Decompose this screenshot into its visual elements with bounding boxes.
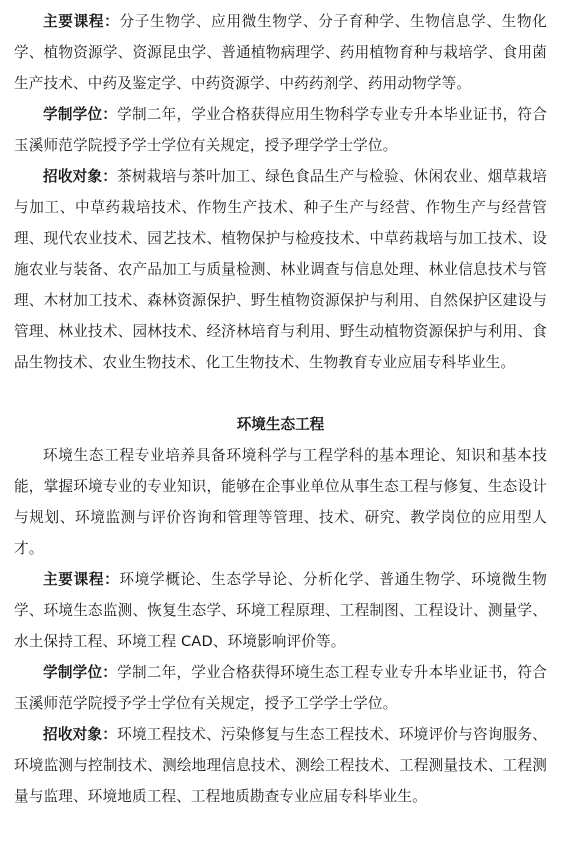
bio-degree-text: 学制二年，学业合格获得应用生物科学专业专升本毕业证书，符合玉溪师范学院授予学士学位有关规定，授予理学学士学位。 <box>14 106 547 154</box>
bio-courses-label: 主要课程： <box>43 13 120 30</box>
section-spacer <box>14 378 547 409</box>
env-degree-label: 学制学位： <box>43 664 118 681</box>
env-degree-text: 学制二年，学业合格获得环境生态工程专业专升本毕业证书，符合玉溪师范学院授予学士学位有关规定，授予工学学士学位。 <box>14 664 547 712</box>
env-courses-text: 环境学概论、生态学导论、分析化学、普通生物学、环境微生物学、环境生态监测、恢复生态学、环境工程原理、工程制图、工程设计、测量学、水土保持工程、环境工程 CAD、环境影响评价等。 <box>14 571 547 650</box>
bio-enrollment-label: 招收对象： <box>43 168 118 185</box>
env-section-title: 环境生态工程 <box>236 416 325 433</box>
env-enrollment-label: 招收对象： <box>43 726 118 743</box>
document-page <box>14 6 547 812</box>
bio-degree-paragraph <box>14 99 547 161</box>
bio-enrollment-paragraph <box>14 161 547 378</box>
bio-courses-text: 分子生物学、应用微生物学、分子育种学、生物信息学、生物化学、植物资源学、资源昆虫学、普通植物病理学、药用植物育种与栽培学、食用菌生产技术、中药及鉴定学、中药资源学、中药药剂学、药用动物学等。 <box>14 13 547 92</box>
env-enrollment-paragraph <box>14 719 547 812</box>
bio-courses-paragraph <box>14 6 547 99</box>
env-courses-paragraph <box>14 564 547 657</box>
env-degree-paragraph <box>14 657 547 719</box>
bio-degree-label: 学制学位： <box>43 106 118 123</box>
env-intro-paragraph: 环境生态工程专业培养具备环境科学与工程学科的基本理论、知识和基本技能，掌握环境专业的专业知识，能够在企事业单位从事生态工程与修复、生态设计与规划、环境监测与评价咨询和管理等管理、技术、研究、教学岗位的应用型人才。 <box>14 447 547 557</box>
env-enrollment-text: 环境工程技术、污染修复与生态工程技术、环境评价与咨询服务、环境监测与控制技术、测绘地理信息技术、测绘工程技术、工程测量技术、工程测量与监理、环境地质工程、工程地质勘查专业应届专科毕业生。 <box>14 726 547 805</box>
env-courses-label: 主要课程： <box>43 571 120 588</box>
bio-enrollment-text: 茶树栽培与茶叶加工、绿色食品生产与检验、休闲农业、烟草栽培与加工、中草药栽培技术、作物生产技术、种子生产与经营、作物生产与经营管理、现代农业技术、园艺技术、植物保护与检疫技术、中草药栽培与加工技术、设施农业与装备、农产品加工与质量检测、林业调查与信息处理、林业信息技术与管理、木材加工技术、森林资源保护、野生植物资源保护与利用、自然保护区建设与管理、林业技术、园林技术、经济林培育与利用、野生动植物资源保护与利用、食品生物技术、农业生物技术、化工生物技术、生物教育专业应届专科毕业生。 <box>14 168 547 371</box>
